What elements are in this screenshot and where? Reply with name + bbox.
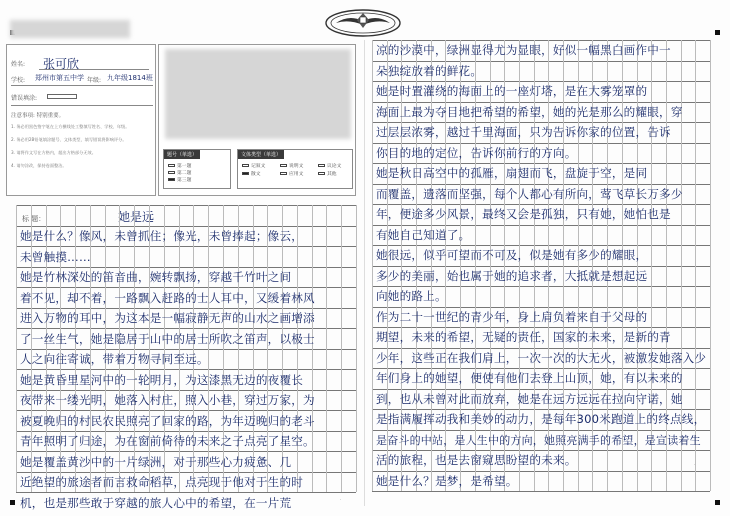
grid-row-line: [16, 287, 356, 288]
grid-col-line: [16, 205, 17, 492]
grid-row-line: [372, 245, 710, 246]
grid-row-line: [372, 491, 710, 492]
alignment-mark: [715, 500, 720, 505]
grid-col-line: [341, 205, 342, 492]
genre-header: 文体类型（单选）: [238, 150, 284, 159]
essay-line: 向她的路上。: [376, 289, 447, 303]
essay-line: 进入万物的耳中，为这本是一幅寂静无声的山水之画增添: [20, 311, 315, 325]
alignment-mark: [715, 30, 720, 35]
grid-col-line: [372, 40, 373, 491]
genre-option[interactable]: 记叙文: [242, 162, 265, 169]
notes-title: 注意事项: 特别重要。: [11, 113, 65, 119]
grid-row-line: [16, 349, 356, 350]
genre-option[interactable]: 议论文: [318, 162, 341, 169]
grid-row-line: [16, 451, 356, 452]
essay-line: 人之向往寄诚，带着万物寻同至远。: [20, 352, 209, 366]
grid-row-line: [16, 267, 356, 268]
topic-option[interactable]: 第二题: [168, 169, 191, 176]
grid-row-line: [372, 61, 710, 62]
essay-line: 有她自己知道了。: [376, 227, 471, 242]
grid-row-line: [372, 225, 710, 226]
grid-col-line: [326, 205, 327, 492]
grid-row-line: [372, 40, 710, 41]
essay-line: 朵独绽放着的鲜花。: [376, 63, 483, 78]
essay-line: 作为二十一世纪的青少年，身上肩负着来自于父母的: [376, 309, 648, 324]
grid-row-line: [372, 450, 710, 451]
grid-row-line: [16, 369, 356, 370]
grid-row-line: [372, 286, 710, 287]
essay-line: 而覆盖，遗落而坚强，每个人都心有所向，莺飞草长万多少: [376, 186, 683, 201]
grid-row-line: [372, 368, 710, 369]
essay-line: 她是什么？是梦，是希望。: [376, 473, 518, 488]
topic-header: 题号（单选）: [164, 150, 200, 159]
grid-row-line: [372, 163, 710, 164]
essay-line: 期望，未来的希望，无疑的责任，国家的未来，是新的青: [376, 330, 671, 344]
grid-row-line: [372, 122, 710, 123]
note-line: 1. 务必用黑色签字笔在上方横线处工整填写姓名、学校、年级。: [11, 124, 130, 129]
essay-line: 年们身上的她望，便使有他们去登上山顶，她，有以未来的: [376, 371, 683, 385]
note-line: 4. 请勿涂改，保持卷面整洁。: [11, 163, 67, 168]
grid-col-line: [356, 205, 357, 492]
grid-row-line: [16, 308, 356, 309]
grid-row-line: [372, 471, 710, 472]
grid-row-line: [372, 307, 710, 308]
page-number: ·: [694, 462, 696, 467]
essay-line: 她是竹林深处的笛音曲，婉转飘扬，穿越千竹叶之间: [20, 270, 292, 284]
essay-line: 她是秋日高空中的孤雁，扇翅而飞，盘旋于空，是同: [376, 166, 648, 180]
grid-row-line: [16, 246, 356, 247]
note-line: 3. 请将作文写在方格内，超出方格部分无效。: [11, 150, 96, 155]
genre-option[interactable]: 其他: [318, 170, 337, 177]
essay-line: 了一丝生气，她是隐居于山中的居士所吹之笛声，以极士: [20, 331, 315, 346]
essay-line: 海面上最为夺目地把希望的希望，她的光是那么的耀眼，穿: [376, 104, 683, 119]
topic-option[interactable]: 第三题: [168, 176, 191, 183]
essay-line: 她是黄昏里星河中的一轮明月，为这漆黑无边的夜覆长: [20, 372, 304, 387]
essay-line: 青年照明了归途，为在窗前倚待的未来之子点亮了星空。: [20, 434, 315, 448]
genre-option[interactable]: 散文: [242, 170, 261, 177]
essay-line: 夜带来一缕光明，她落入村庄，照入小巷，穿过万家，为: [20, 393, 315, 407]
grid-row-line: [16, 205, 356, 206]
grid-row-line: [372, 266, 710, 267]
topic-option[interactable]: 第一题: [168, 162, 191, 169]
redacted-id-strip: [10, 20, 130, 38]
note-line: 2. 务必用2B铅笔填涂题号、文体类型，填写错误将影响评分。: [11, 137, 127, 142]
grid-row-line: [16, 472, 356, 473]
essay-line: 过层层浓雾，越过千里海面，只为告诉你家的位置，告诉: [376, 125, 671, 139]
student-info-panel: [6, 44, 156, 196]
grid-row-line: [372, 348, 710, 349]
essay-line: 被夏晚归的村民农民照亮了回家的路，为年迈晚归的老斗: [20, 413, 315, 428]
essay-line: 近绝望的旅途者而言救命稻草，点亮现于他对于生的时: [20, 475, 304, 489]
essay-line: 着不见，却不着，一路飘入赶路的士人耳中，又缓着林风: [20, 290, 315, 305]
grade-value: 九年级1814班: [107, 74, 153, 82]
essay-line: 凉的沙漠中，绿洲显得尤为显眼，好似一幅黑白画作中一: [376, 43, 671, 57]
genre-option[interactable]: 说明文: [280, 162, 303, 169]
emblem-logo-icon: [324, 8, 402, 38]
essay-line: 未曾触摸……: [20, 249, 91, 264]
grid-row-line: [372, 102, 710, 103]
grid-row-line: [372, 184, 710, 185]
grid-row-line: [372, 143, 710, 144]
essay-line: 多少的美丽，始也属于她的追求者，大抵就是想起远: [376, 268, 648, 283]
grid-row-line: [16, 226, 356, 227]
essay-line: 你目的地的定位，告诉你前行的方向。: [376, 145, 577, 160]
grid-row-line: [16, 431, 356, 432]
grade-label: 年级:: [87, 77, 102, 84]
genre-option[interactable]: 应用文: [280, 170, 303, 177]
essay-line: 她很远，似乎可望而不可及，似是她有多少的耀眼，: [376, 248, 648, 262]
genre-selection-box: [237, 149, 353, 189]
grid-row-line: [16, 410, 356, 411]
essay-line: 年，便途多少风景，最终又会是孤独，只有她，她怕也是: [376, 207, 671, 221]
essay-line: 少年，这些正在我们肩上，一次一次的大无火，被激发她落入少: [376, 350, 707, 365]
grid-row-line: [372, 389, 710, 390]
essay-line: 活的旅程，也是去窗窥思盼望的未来。: [376, 453, 577, 467]
title-label: 标 题：: [22, 215, 46, 223]
essay-line: 到，也从未曾对此而放弃，她是在远方远远在拉向守诺，她: [376, 391, 683, 406]
essay-line: 她是什么？像风，未曾抓住；像光，未曾捧起；像云，: [20, 229, 304, 243]
school-value: 郑州市第五中学: [35, 74, 84, 82]
page-divider: [364, 40, 365, 506]
essay-line: 她是覆盖黄沙中的一片绿洲，对于那些心力疲惫、几: [20, 454, 292, 469]
grid-row-line: [372, 409, 710, 410]
check-label: 错误填涂:: [11, 95, 38, 102]
grid-row-line: [16, 328, 356, 329]
essay-title: 她是远: [118, 210, 155, 224]
option-panel: [158, 44, 356, 196]
grid-row-line: [372, 430, 710, 431]
alignment-mark: [10, 500, 15, 505]
essay-line: 她是时置灌绕的海面上的一座灯塔，是在大雾笼罩的: [376, 84, 648, 98]
grid-row-line: [372, 327, 710, 328]
topic-selection-box: [163, 149, 231, 189]
grid-row-line: [16, 492, 356, 493]
grid-col-line: [710, 40, 711, 491]
essay-line: 是奋斗的中站，是人生中的方向，她照亮满手的希望，是宣读着生: [376, 433, 701, 447]
grid-row-line: [372, 81, 710, 82]
redacted-barcode: [165, 49, 351, 139]
grid-row-line: [372, 204, 710, 205]
name-label: 姓名:: [11, 61, 26, 68]
essay-line: 是指满履挥动我和美妙的动力，是每年300米跑道上的终点线，: [376, 412, 706, 426]
essay-line: 机，也是那些敢于穿越的旅人心中的希望，在一片荒: [20, 495, 292, 510]
grid-row-line: [16, 390, 356, 391]
page-number: ·: [340, 497, 342, 502]
name-value: 张可欣: [43, 57, 80, 71]
school-label: 学校:: [11, 77, 26, 84]
